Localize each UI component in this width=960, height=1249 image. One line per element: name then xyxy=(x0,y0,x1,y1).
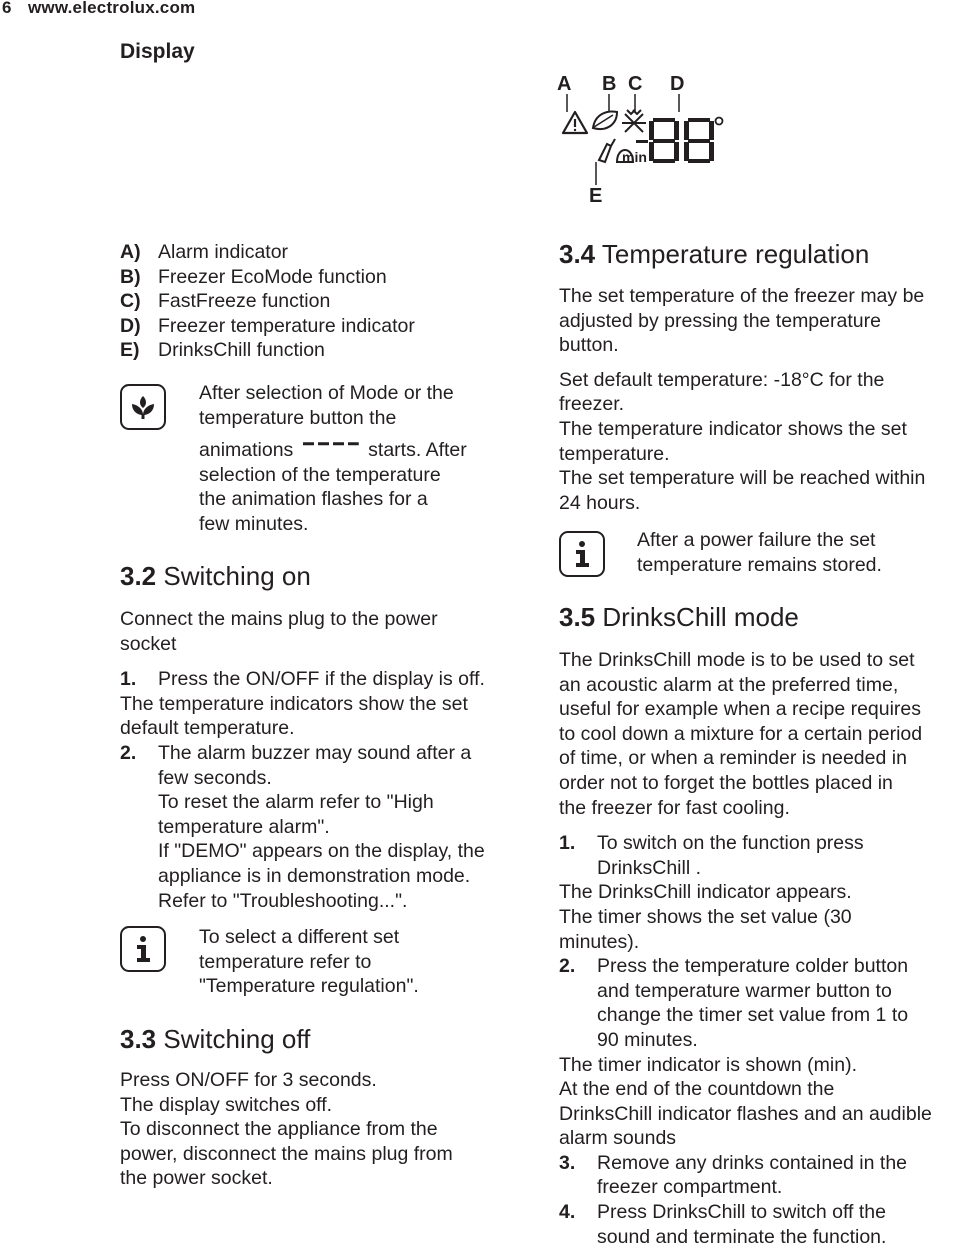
timer-unit-label: min xyxy=(622,149,647,165)
info-icon xyxy=(559,531,605,577)
heading-switching-off: 3.3 Switching off xyxy=(120,1024,311,1054)
heading-drinkschill-mode: 3.5 DrinksChill mode xyxy=(559,602,799,632)
legend-item: E) DrinksChill function xyxy=(120,339,325,362)
label-b: B xyxy=(602,73,617,95)
temperature-regulation-body: The set temperature of the freezer may be adjusted by pressing the temperature button. Set default temperature: -18°C for the freezer. The temperature indicator shows the set temperature. The set temperature will be reached within 24 hours. xyxy=(559,285,926,514)
drinkschill-body: The DrinksChill mode is to be used to set an acoustic alarm at the preferred time, useful for example when a recipe requires to cool down a mixture for a certain period of time, or when a reminder is needed in order not to forget the bottles placed in the freezer for fast cooling. 1. To switch on the function press DrinksChill . The DrinksChill indicator appears. The timer shows the set value (30 minutes). 2. Press the temperature colder button and temperature warmer button to change the timer set value from 1 to 90 minutes. The timer indicator is shown (min). At the end of the countdown the DrinksChill indicator flashes and an audible alarm sounds 3. Remove any drinks contained in the freezer compartment. 4. Press DrinksChill to switch off the sound and terminate the function. xyxy=(559,649,932,1248)
switching-on-body: Connect the mains plug to the power socket 1. Press the ON/OFF if the display is off. The temperature indicators show the set default temperature. 2. The alarm buzzer may sound after a few seconds. To reset the alarm refer to "High temperature alarm". If "DEMO" appears on the display, the appliance is in demonstration mode. Refer to "Troubleshooting...". xyxy=(120,608,485,912)
label-e: E xyxy=(589,185,603,207)
legend-item: B) Freezer EcoMode function xyxy=(120,265,387,288)
switching-off-body: Press ON/OFF for 3 seconds. The display switches off. To disconnect the appliance from the power, disconnect the mains plug from the power socket. xyxy=(120,1069,453,1190)
heading-switching-on: 3.2 Switching on xyxy=(120,561,311,591)
alarm-warning-icon xyxy=(563,112,587,133)
page-number: 6 xyxy=(2,0,12,17)
display-title: Display xyxy=(120,40,195,63)
label-d: D xyxy=(670,73,685,95)
mode-note-text: After selection of Mode or the temperature button the animations starts. After selection of the temperature the animation flashes for a few minutes. xyxy=(199,382,467,535)
header-url: www.electrolux.com xyxy=(28,0,196,17)
label-c: C xyxy=(628,73,643,95)
legend-item: D) Freezer temperature indicator xyxy=(120,314,415,337)
fastfreeze-snowflake-icon xyxy=(622,110,646,132)
minus-sign-icon xyxy=(636,140,648,143)
info-note-power-failure: After a power failure the set temperature remains stored. xyxy=(637,529,882,576)
legend-item: A) Alarm indicator xyxy=(120,241,289,263)
display-legend xyxy=(120,240,415,363)
animation-dashes-icon xyxy=(303,442,359,450)
ecomode-leaf-icon xyxy=(593,112,617,130)
seven-segment-digit-icon xyxy=(649,118,679,163)
seven-segment-digit-icon xyxy=(684,118,714,163)
info-icon xyxy=(120,926,166,972)
legend-item: C) FastFreeze function xyxy=(120,290,331,313)
ecomode-flower-icon xyxy=(120,384,166,430)
label-a: A xyxy=(557,73,572,95)
heading-temperature-regulation: 3.4 Temperature regulation xyxy=(559,239,870,269)
degree-icon xyxy=(716,118,723,125)
info-note-temperature: To select a different set temperature refer to "Temperature regulation". xyxy=(199,926,419,998)
display-panel-drawing xyxy=(545,70,725,210)
display-diagram xyxy=(545,70,725,210)
